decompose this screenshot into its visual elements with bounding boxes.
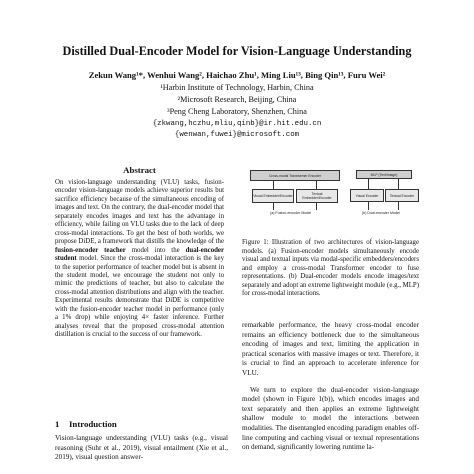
affiliation-1: ¹Harbin Institute of Technology, Harbin, China [160, 83, 314, 92]
mlp-box: MLP (Text/Image) [356, 170, 412, 179]
textual-embedder-box: Textual Embedder/Encoder [296, 189, 338, 203]
abstract-heading: Abstract [123, 165, 156, 175]
section-heading: 1 Introduction [55, 419, 117, 429]
body-paragraph-1: remarkable performance, the heavy cross-modal encoder remains an efficiency bottleneck due to the simultaneous encoding of images and text, limiting the application in practical scenarios with massive images or text. Therefore, it is crucial to find an approach to accelerate inference for VLU. [242, 321, 419, 377]
arrow-line [273, 202, 274, 210]
fusion-encoder-box: Cross-modal Transformer Encoder [250, 170, 340, 181]
affiliation-3: ³Peng Cheng Laboratory, Shenzhen, China [167, 107, 307, 116]
email-1: {zkwang,hczhu,mliu,qinb}@ir.hit.edu.cn [152, 120, 322, 128]
email-2: {wenwan,fuwei}@microsoft.com [174, 131, 300, 139]
visual-embedder-box: Visual Embedder/Encoder [252, 189, 294, 203]
intro-text: Vision-language understanding (VLU) tasks (e.g., visual reasoning (Suhr et al., 2019), visual entailment (Xie et al., 2019), visual question answer- [55, 434, 228, 461]
body-paragraph-2: We turn to explore the dual-encoder vision-language model (shown in Figure 1(b)), which encodes images and text separately and then applies an extreme lightweight shallow module to model the interactions between modalities. The disentangled encoding paradigm enables off-line computing and caching visual or textual representations on demand, significantly lowering runtime la- [242, 385, 419, 452]
arrow-line [398, 201, 399, 210]
arrow-line [273, 180, 274, 189]
figure-caption: Figure 1: Illustration of two architectures of vision-language models. (a) Fusion-encoder models simultaneously encode visual and textual inputs via modal-specific embedders/encoders and employ a cross-modal Transformer encoder to fuse representations. (b) Dual-encoder models encode images/text separately and adopt an extreme lightweight module (e.g., MLP) for cross-modal interactions. [242, 239, 419, 297]
paper-title: Distilled Dual-Encoder Model for Vision-Language Understanding [62, 44, 412, 58]
affiliation-2: ²Microsoft Research, Beijing, China [177, 95, 297, 104]
author-list: Zekun Wang¹*, Wenhui Wang², Haichao Zhu¹, Ming Liu¹³, Bing Qin¹³, Furu Wei² [88, 70, 386, 80]
arrow-line [368, 201, 369, 210]
arrow-line [316, 180, 317, 189]
dual-label: (b) Dual-encoder Model [362, 211, 400, 215]
abstract-text: On vision-language understanding (VLU) tasks, fusion-encoder vision-language models achieve superior results but sacrifice efficiency because of the simultaneous encoding of images and text. On the contrary, the dual-encoder model that separately encodes images and text has the advantage in efficiency, while failing on VLU tasks due to the lack of deep cross-modal interactions. To get the best of both worlds, we propose DiDE, a framework that distills the knowledge of the fusion-encoder teacher model into the dual-encoder student model. Since the cross-modal interaction is the key to the superior performance of teacher model but is absent in the student model, we encourage the student not only to mimic the predictions of teacher, but also to calculate the cross-modal attention distributions and align with the teacher. Experimental results demonstrate that DiDE is competitive with the fusion-encoder teacher model in performance (only a 1% drop) while enjoying 4× faster inference. Further analyses reveal that the proposed cross-modal attention distillation is crucial to the success of our framework. [55, 179, 224, 339]
fusion-label: (a) Fusion-encoder Model [270, 211, 312, 215]
arrow-line [316, 202, 317, 210]
visual-encoder-box: Visual Encoder [350, 189, 384, 202]
arrow-line [368, 178, 369, 189]
textual-encoder-box: Textual Encoder [385, 189, 419, 202]
body-text [242, 321, 419, 453]
arrow-line [398, 178, 399, 189]
figure-1 [244, 168, 419, 230]
